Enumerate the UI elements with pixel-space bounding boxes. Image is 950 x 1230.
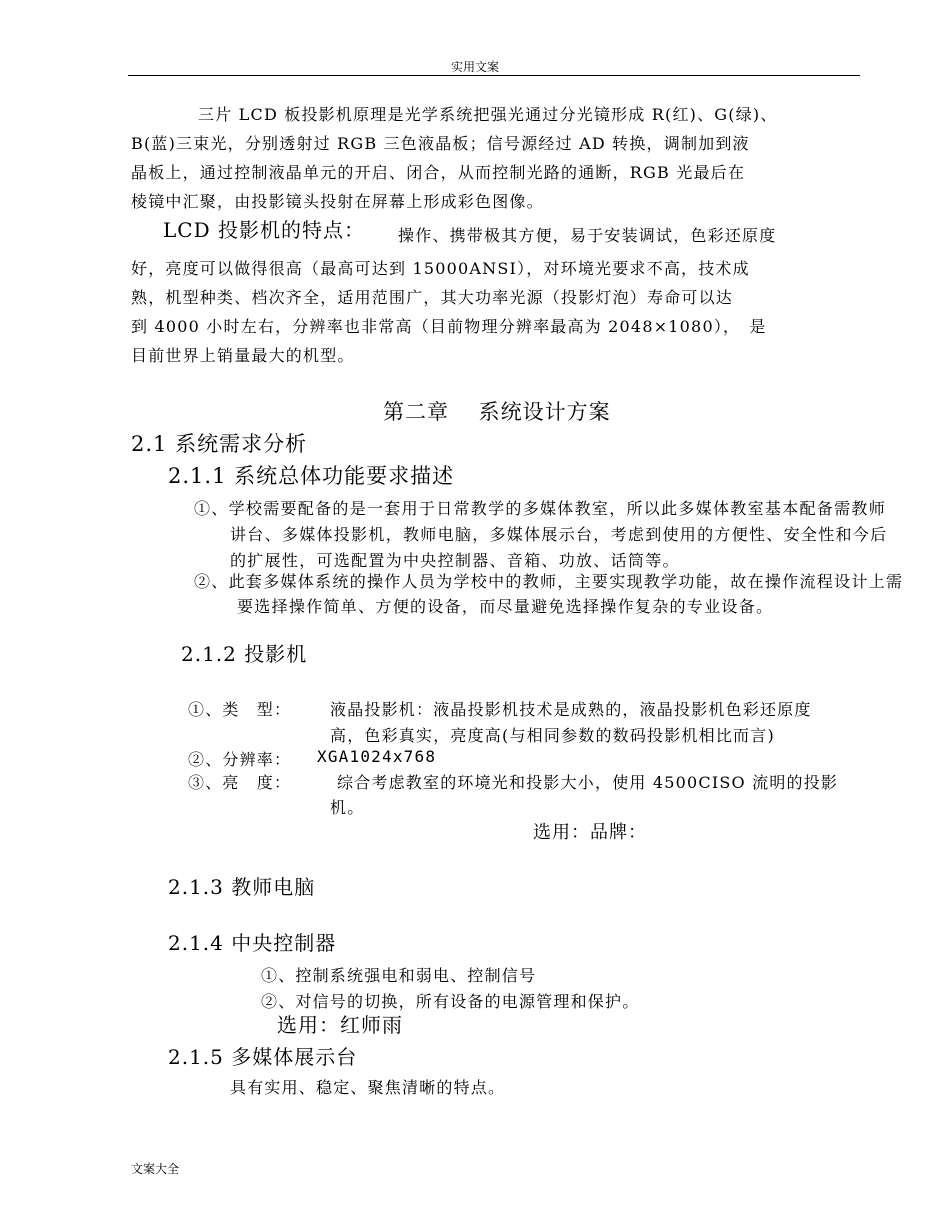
section-2-1-title: 2.1 系统需求分析 [131, 432, 308, 456]
controller-choose: 选用：红师雨 [277, 1013, 403, 1037]
chapter-title: 第二章 系统设计方案 [383, 400, 611, 424]
projector-choose-brand: 选用：品牌： [533, 822, 647, 843]
projector-type-line-2: 高，色彩真实，亮度高(与相同参数的数码投影机相比而言) [330, 726, 775, 745]
page-header: 实用文案 [450, 60, 499, 74]
requirement-item-2-text: ②、此套多媒体系统的操作人员为学校中的教师，主要实现教学功能，故在操作流程设计上需要选择操作简单、方便的设备，而尽量避免选择操作复杂的专业设备。 [194, 572, 904, 616]
projector-resolution-label: ②、分辨率： [188, 750, 292, 769]
section-2-1-1-title: 2.1.1 系统总体功能要求描述 [168, 464, 455, 488]
projector-brightness-label: ③、亮 度： [188, 773, 292, 792]
requirement-item-1 [194, 496, 898, 574]
section-2-1-2-title: 2.1.2 投影机 [181, 642, 308, 666]
controller-item-1: ①、控制系统强电和弱电、控制信号 [261, 966, 537, 985]
intro-line-4: 棱镜中汇聚，由投影镜头投射在屏幕上形成彩色图像。 [131, 192, 544, 211]
projector-brightness-line-2: 机。 [330, 798, 365, 817]
controller-item-2: ②、对信号的切换，所有设备的电源管理和保护。 [261, 992, 640, 1011]
intro-line-1: 三片 LCD 板投影机原理是光学系统把强光通过分光镜形成 R(红)、G(绿)、 [198, 105, 778, 124]
projector-type-label: ①、类 型： [188, 700, 292, 719]
features-line-5: 目前世界上销量最大的机型。 [131, 346, 355, 365]
projector-type-line-1: 液晶投影机：液晶投影机技术是成熟的，液晶投影机色彩还原度 [330, 700, 812, 719]
section-2-1-3-title: 2.1.3 教师电脑 [168, 875, 316, 899]
features-line-1: 操作、携带极其方便，易于安装调试，色彩还原度 [398, 226, 777, 245]
page-footer: 文案大全 [131, 1162, 180, 1176]
header-rule [128, 75, 860, 76]
intro-line-2: B(蓝)三束光，分别透射过 RGB 三色液晶板；信号源经过 AD 转换，调制加到液 [131, 134, 750, 153]
requirement-item-1-text: ①、学校需要配备的是一套用于日常教学的多媒体教室，所以此多媒体教室基本配备需教师讲台、多媒体投影机，教师电脑，多媒体展示台，考虑到使用的方便性、安全性和今后的扩展性，可选配置为中央控制器、音箱、功放、话筒等。 [194, 499, 888, 570]
section-2-1-5-title: 2.1.5 多媒体展示台 [168, 1045, 358, 1069]
showcase-description: 具有实用、稳定、聚焦清晰的特点。 [230, 1078, 506, 1097]
section-2-1-4-title: 2.1.4 中央控制器 [168, 931, 337, 955]
features-heading: LCD 投影机的特点： [163, 218, 365, 242]
requirement-item-2 [194, 569, 905, 619]
features-line-2: 好，亮度可以做得很高（最高可达到 15000ANSI），对环境光要求不高，技术成 [131, 259, 750, 278]
features-line-4: 到 4000 小时左右，分辨率也非常高（目前物理分辨率最高为 2048×1080）， 是 [131, 317, 767, 336]
features-line-3: 熟，机型种类、档次齐全，适用范围广，其大功率光源（投影灯泡）寿命可以达 [131, 288, 734, 307]
projector-brightness-line-1: 综合考虑教室的环境光和投影大小，使用 4500CISO 流明的投影 [337, 773, 839, 792]
intro-line-3: 晶板上，通过控制液晶单元的开启、闭合，从而控制光路的通断，RGB 光最后在 [131, 163, 746, 182]
projector-resolution-value: XGA1024x768 [317, 747, 437, 766]
